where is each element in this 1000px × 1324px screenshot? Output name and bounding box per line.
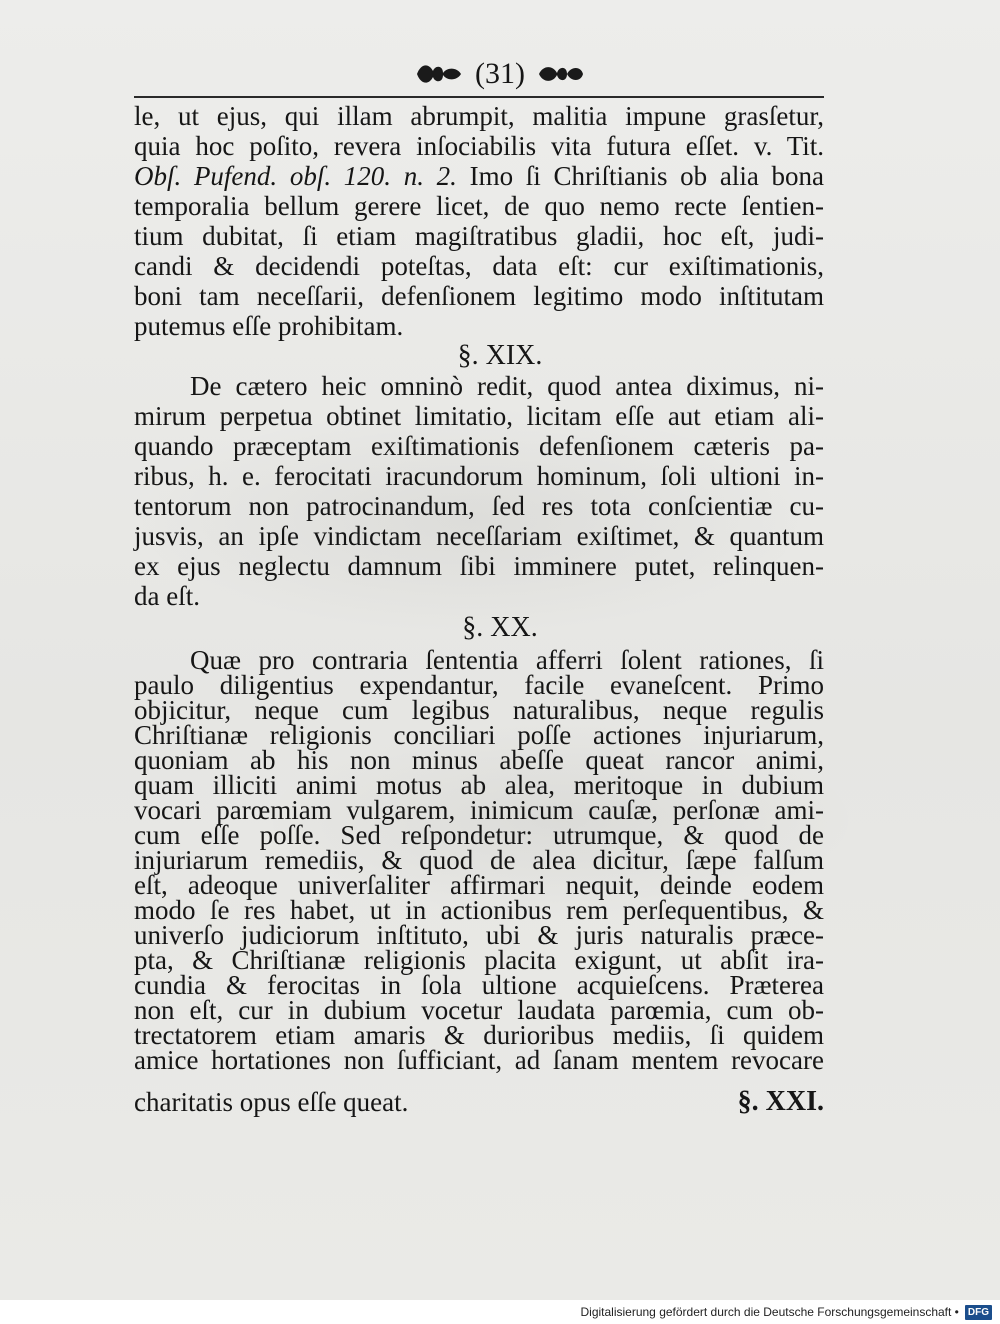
text-line: quando præceptam exiſtimationis defenſionem cæteris pa- xyxy=(134,431,824,461)
text-line: quoniam ab his non minus abeſſe queat rancor animi, xyxy=(134,745,824,775)
text-line: candi & decidendi poteſtas, data eſt: cur exiſtimationis, xyxy=(134,251,824,281)
text-line: pta, & Chriſtianæ religionis placita exigunt, ut abſit ira- xyxy=(134,945,824,975)
text-line: univerſo judiciorum inſtituto, ubi & juris naturalis præce- xyxy=(134,920,824,950)
text-line xyxy=(134,160,824,192)
catchword: §. XXI. xyxy=(737,1086,824,1117)
citation-italic: Obſ. Pufend. obſ. 120. n. 2. xyxy=(134,161,457,191)
text-line: ribus, h. e. ferocitati iracundorum hominum, ſoli ultioni in- xyxy=(134,461,824,491)
text-line: le, ut ejus, qui illam abrumpit, malitia impune grasſetur, xyxy=(134,101,824,131)
text-line: boni tam neceſſarii, defenſionem legitimo modo inſtitutam xyxy=(134,281,824,311)
text-line: temporalia bellum gerere licet, de quo nemo recte ſentien- xyxy=(134,191,824,221)
text-line: objicitur, neque cum legibus naturalibus, neque regulis xyxy=(134,695,824,725)
text-line: De cætero heic omninò redit, quod antea diximus, ni- xyxy=(190,371,824,401)
text-line: tium dubitat, ſi etiam magiſtratibus gladii, hoc eſt, judi- xyxy=(134,221,824,251)
header-rule xyxy=(134,96,824,98)
digitization-footer xyxy=(0,1300,1000,1324)
text-line: quia hoc poſito, revera inſociabilis vita futura eſſet. v. Tit. xyxy=(134,131,824,161)
text-line: eſt, adeoque univerſaliter affirmari nequit, deinde eodem xyxy=(134,870,824,900)
text-line: mirum perpetua obtinet limitatio, licitam eſſe aut etiam ali- xyxy=(134,401,824,431)
ornament-left-icon xyxy=(413,61,465,87)
section-heading-xix: §. XIX. xyxy=(457,340,543,371)
ornament-right-icon xyxy=(535,61,587,87)
section-heading-xx: §. XX. xyxy=(462,612,538,643)
text-line: amice hortationes non ſufficiant, ad ſanam mentem revocare xyxy=(134,1045,824,1075)
dfg-logo: DFG xyxy=(965,1305,992,1320)
text-line: modo ſe res habet, ut in actionibus rem perſequentibus, & xyxy=(134,895,824,925)
page-header xyxy=(0,56,1000,92)
text-line: trectatorem etiam amaris & durioribus mediis, ſi quidem xyxy=(134,1020,824,1050)
page-number: (31) xyxy=(475,57,525,90)
text-line: non eſt, cur in dubium vocetur laudata parœmia, cum ob- xyxy=(134,995,824,1025)
text-line: paulo diligentius expendantur, facile evaneſcent. Primo xyxy=(134,670,824,700)
text-line: vocari parœmiam vulgarem, inimicum cauſæ, perſonæ ami- xyxy=(134,795,824,825)
text-line: tentorum non patrocinandum, ſed res tota conſcientiæ cu- xyxy=(134,491,824,521)
citation-rest: Imo ſi Chriſtianis ob alia bona xyxy=(469,161,824,191)
text-line: ex ejus neglectu damnum ſibi imminere putet, relinquen- xyxy=(134,551,824,581)
text-line: charitatis opus eſſe queat. xyxy=(134,1087,409,1117)
text-line: Quæ pro contraria ſententia afferri ſolent rationes, ſi xyxy=(190,645,824,675)
text-line: injuriarum remediis, & quod de alea dicitur, ſæpe falſum xyxy=(134,845,824,875)
footer-text: Digitalisierung gefördert durch die Deutsche Forschungsgemeinschaft • xyxy=(580,1305,959,1319)
text-line: quam illiciti animi motus ab alea, meritoque in dubium xyxy=(134,770,824,800)
text-line: jusvis, an ipſe vindictam neceſſariam exiſtimet, & quantum xyxy=(134,521,824,551)
text-line: cundia & ferocitas in ſola ultione acquieſcens. Præterea xyxy=(134,970,824,1000)
text-line: putemus eſſe prohibitam. xyxy=(134,311,404,341)
text-line: da eſt. xyxy=(134,581,200,611)
text-line: Chriſtianæ religionis conciliari poſſe actiones injuriarum, xyxy=(134,720,824,750)
text-line: cum eſſe poſſe. Sed reſpondetur: utrumque, & quod de xyxy=(134,820,824,850)
